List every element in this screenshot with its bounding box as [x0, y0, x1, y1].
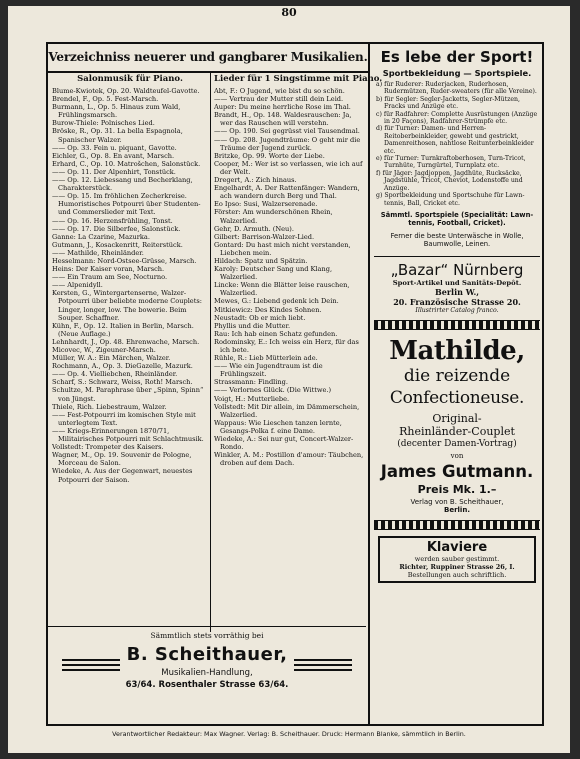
song-entry: —— Vertrau der Mutter still dein Leid. [214, 95, 344, 104]
song-entry: Abt, F.: O Jugend, wie bist du so schön. [214, 87, 345, 95]
salon-music-entry: Gutmann, J., Kosackenritt, Reiterstück. [52, 240, 183, 249]
song-entry: Brandt, H., Op. 148. Waldesrauschen: Ja, wer das Rauschen will verstehn. [214, 111, 352, 128]
song-entry: Cooper, M.: Wer ist so verlassen, wie ich auf der Welt. [214, 159, 363, 176]
sport-ad-item: a) für Ruderer: Ruderjacken, Ruderhosen, Rudermützen, Ruder-sweaters (für alle Vereine). [376, 81, 537, 96]
sport-ad-item: c) für Radfahrer: Complette Ausrüstungen (Anzüge in 20 Façons), Radfahrer-Strümpfe etc. [376, 110, 538, 126]
bazar-note: Illustrirter Catalog franco. [415, 307, 499, 315]
column-divider [210, 72, 211, 632]
song-entry: Gontard: Du hast mich nicht verstanden, Liebchen mein. [214, 240, 351, 257]
sport-ad-item: e) für Turner: Turnkraftoberhosen, Turn-Tricot, Turnhüte, Turngürtel, Turnplatz etc. [376, 155, 526, 170]
salon-music-entry: —— Mathilde, Rheinländer. [52, 248, 144, 257]
klaviere-title: Klaviere [426, 540, 488, 556]
scheithauer-name: B. Scheithauer, [126, 644, 288, 665]
song-entry: Gilbert: Barrison-Walzer-Lied. [214, 232, 315, 241]
mathilde-price: Preis Mk. 1.– [417, 483, 497, 497]
salon-music-entry: Heins: Der Kaiser voran, Marsch. [52, 265, 165, 274]
salon-music-entry: Ganne: La Czarine, Mazurka. [52, 232, 150, 241]
ornament-border-bottom [374, 520, 540, 530]
imprint-footer: Verantwortlicher Redakteur: Max Wagner. Verlag: B. Scheithauer. Druck: Hermann Blanke, sämmtlich in Berlin. [112, 730, 466, 738]
song-entry: Wiedeke, A.: Sei nur gut, Concert-Walzer-Rondo. [214, 435, 354, 452]
salon-music-entry: Rochmann, A., Op. 3. DieGazelle, Mazurk. [52, 362, 193, 371]
mathilde-title: Mathilde, [389, 336, 525, 367]
scheithauer-address: 63/64. Rosenthaler Strasse 63/64. [125, 680, 289, 690]
song-entry: Strassmann: Findling. [214, 378, 288, 387]
song-entry: Rodominsky, E.: Ich weiss ein Herz, für das ich bete. [214, 337, 359, 354]
song-entry: Mewes, G.: Liebend gedenk ich Dein. [214, 297, 339, 306]
song-entry: Wappaus: Wie Lieschen tanzen lernte, Gesangs-Polka f. eine Dame. [214, 418, 342, 435]
salon-music-entry: Scharf, S.: Schwarz, Weiss, Roth! Marsch. [52, 378, 193, 387]
salon-music-entry: —— Op. 12. Liebessang und Becherklang, Charakterstück. [52, 176, 193, 193]
salon-music-entry: Wagner, M., Op. 19. Souvenir de Pologne, Morceau de Salon. [52, 451, 192, 468]
scheithauer-business: Musikalien-Handlung, [161, 668, 253, 678]
klaviere-ad [378, 536, 536, 583]
song-entry: Hildach: Spatz und Spätzin. [214, 256, 308, 265]
sport-ad-subtitle: Sportbekleidung — Sportspiele. [382, 68, 532, 78]
salon-music-entry: Wiedeke, A. Aus der Gegenwart, neuestes Potpourri der Saison. [52, 467, 193, 484]
song-entry: Vollstedt: Mit Dir allein, im Dämmerschein, Walzerlied. [214, 402, 360, 419]
mathilde-author: James Gutmann. [380, 462, 534, 482]
song-entry: —— Op. 190. Sei gegrüsst viel Tausendmal. [214, 127, 360, 136]
salon-music-entry: Eichler, G., Op. 8. En avant, Marsch. [52, 151, 175, 160]
sport-ad-line: Sämmtl. Sportspiele (Specialität: Lawn-tennis, Football, Cricket). [380, 210, 534, 228]
salon-music-entry: Burmann, L., Op. 5. Hinaus zum Wald, Frühlingsmarsch. [52, 103, 181, 120]
salon-music-entry: Schultze, M. Paraphrase über „Spinn, Spinn“ von Jüngst. [52, 386, 204, 403]
sport-ad-line2: Ferner die beste Unterwäsche in Wolle, Baumwolle, Leinen. [390, 231, 524, 248]
salon-music-entry: —— Ein Traum am See, Nocturno. [52, 273, 168, 282]
salon-music-title: Salonmusik für Piano. [77, 74, 183, 84]
song-entry: —— Verlornes Glück. (Die Wittwe.) [214, 386, 332, 395]
sport-ad-item: f) für Jäger: Jagdjoppen, Jagdhüte, Rucksäcke, Jagdstühle, Tricot, Cheviot, Lodenstoffe und Anzüge. [376, 169, 523, 192]
bazar-subtitle: Sport-Artikel und Sanitäts-Depôt. [392, 279, 522, 288]
song-entry: —— Op. 208. Jugendträume: O geht mir die Träume der Jugend zurück. [214, 135, 361, 152]
music-listing-heading: Verzeichniss neuerer und gangbarer Musikalien. [48, 44, 368, 73]
salon-music-entry: Müller, W. A.: Ein Märchen, Walzer. [52, 354, 171, 363]
salon-music-entry: —— Op. 16. Herzensfrühling, Tonst. [52, 216, 173, 225]
sport-ad-item: d) für Turner: Damen- und Herren-Reitoberbeinkleider, gewebt und gestrickt, Damenreithosen, nahtlose Reitunterbeinkleider etc. [376, 125, 534, 155]
salon-music-entry: —— Kriegs-Erinnerungen 1870/71, Militairisches Potpourri mit Schlachtmusik. [52, 426, 204, 444]
mathilde-line4: Original- [432, 412, 482, 426]
song-entry: Phyllis und die Mutter. [214, 321, 291, 330]
song-entry: Britzke, Op. 99. Worte der Liebe. [214, 151, 325, 160]
bazar-title: „Bazar“ Nürnberg [390, 261, 524, 280]
klaviere-line3: Bestellungen auch schriftlich. [407, 571, 507, 580]
song-entry: Rühle, R.: Lieb Mütterlein ade. [214, 354, 318, 363]
klaviere-line1: werden sauber gestimmt. [414, 555, 500, 564]
sport-ad-title: Es lebe der Sport! [380, 48, 534, 66]
salon-music-entry: Bröske, R., Op. 31. La bella Espagnola, Spanischer Walzer. [52, 127, 183, 144]
song-entry: Karoly: Deutscher Sang und Klang, Walzerlied. [214, 265, 333, 282]
song-entry: Rau: Ich hab einen Schatz gefunden. [214, 329, 338, 338]
song-entry: Voigt, H.: Mutterliebe. [214, 394, 290, 403]
songs-column [214, 74, 383, 468]
mathilde-publisher: Verlag von B. Scheithauer, [410, 498, 504, 507]
songs-list [214, 87, 366, 467]
salon-music-entry: Burow-Thiele: Polnisches Lied. [52, 119, 155, 128]
mathilde-line5: Rheinländer-Couplet [399, 425, 515, 439]
advertisements-column [370, 44, 544, 724]
sport-ad-item: g) Sportbekleidung und Sportschuhe für Lawn-tennis, Ball, Cricket etc. [376, 192, 525, 207]
salon-music-entry: Micovec, W., Zigeuner-Marsch. [52, 346, 156, 354]
mathilde-line6: (decenter Damen-Vortrag) [397, 439, 517, 450]
song-entry: Winkler, A. M.: Postillon d'amour: Täubchen, droben auf dem Dach. [214, 451, 364, 468]
klaviere-line2: Richter, Ruppiner Strasse 26, I. [399, 563, 515, 572]
mathilde-city: Berlin. [444, 506, 470, 515]
sport-ad-item: b) für Segler: Segler-Jacketts, Segler-Mützen, Fracks und Anzüge etc. [376, 95, 520, 111]
salon-music-entry: —— Alpenidyll. [52, 281, 103, 290]
scheithauer-ad [48, 626, 366, 723]
salon-music-entry: —— Op. 11. Der Alpenhirt, Tonstück. [52, 167, 176, 176]
song-entry: Eo Ipso: Susi, Walzerserenade. [214, 200, 318, 209]
content-frame [46, 42, 544, 726]
bazar-address: 20. Französische Strasse 20. [393, 297, 521, 308]
ornament-border-top [374, 320, 540, 330]
bazar-city: Berlin W., [434, 287, 480, 298]
songs-title: Lieder für 1 Singstimme mit Piano. [214, 74, 383, 84]
salon-music-entry: —— Op. 4. Vielliebchen, Rheinländer. [52, 370, 178, 379]
bazar-ad [374, 256, 540, 314]
salon-music-entry: Vollstedt: Trompeter des Kaisers. [52, 443, 164, 452]
salon-music-entry: —— Op. 33. Fein u. piquant, Gavotte. [52, 143, 177, 152]
song-entry: —— Wie ein Jugendtraum ist die Frühlingszeit. [214, 362, 323, 379]
song-entry: Neustadt: Ob er mich liebt. [214, 313, 306, 322]
song-entry: Lincke: Wenn die Blätter leise rauschen, Walzerlied. [214, 281, 350, 298]
salon-music-entry: Brendel, F., Op. 5. Fest-Marsch. [52, 95, 159, 104]
mathilde-line7: von [450, 452, 464, 461]
music-listing [48, 44, 383, 724]
salon-music-entry: Erhard, C., Op. 10. Matrošchen, Salonstück. [52, 159, 201, 168]
salon-music-entry: Hesselmann: Nord-Ostsee-Grüsse, Marsch. [52, 256, 197, 265]
salon-music-entry: Kersten, G., Wintergartenserne, Walzer-Potpourri über beliebte moderne Couplets: Linger, longer, low. The bowerie. Beim Souper. Schaffner. [52, 289, 202, 322]
decorative-bars-right [294, 659, 352, 674]
song-entry: Mitkiewicz: Des Kindes Sohnen. [214, 305, 322, 314]
song-entry: Dregert, A.: Zich hinaus. [214, 176, 297, 185]
scheithauer-ad-intro: Sämmtlich stets vorräthig bei [150, 631, 264, 640]
mathilde-ad [370, 336, 544, 514]
song-entry: Gehr, D. Armuth. (Neu). [214, 224, 294, 233]
newspaper-page [8, 6, 570, 753]
salon-music-entry: —— Op. 17. Die Silberfee, Salonstück. [52, 224, 181, 233]
salon-music-entry: Blume-Kwiotek, Op. 20. Waldteufel-Gavotte. [52, 87, 200, 95]
mathilde-line3: Confectioneuse. [389, 388, 525, 409]
salon-music-entry: —— Op. 15. Im fröhlichen Zecherkreise. Humoristisches Potpourri über Studenten- und Commerslieder mit Text. [52, 192, 201, 217]
page-number: 80 [281, 6, 297, 19]
mathilde-line2: die reizende [403, 366, 511, 387]
decorative-bars-left [62, 659, 120, 674]
salon-music-list [52, 87, 208, 484]
salon-music-column [52, 74, 208, 484]
song-entry: Engelhardt, A. Der Rattenfänger: Wandern, ach wandern durch Berg und Thal. [214, 184, 360, 201]
salon-music-entry: —— Fest-Potpourri im komischen Style mit unterlegtem Text. [52, 410, 196, 427]
salon-music-entry: Thiele, Rich. Liebestraum, Walzer. [52, 402, 167, 411]
song-entry: Förster: Am wunderschönen Rhein, Walzerlied. [214, 208, 333, 225]
salon-music-entry: Kühn, F., Op. 12. Italien in Berlin, Marsch. (Neue Auflage.) [52, 321, 194, 338]
sport-ad-list [376, 81, 538, 207]
song-entry: Auper: Du meine herrliche Rose im Thal. [214, 103, 351, 112]
salon-music-entry: Lehnhardt, J., Op. 48. Ehrenwache, Marsch. [52, 337, 200, 346]
